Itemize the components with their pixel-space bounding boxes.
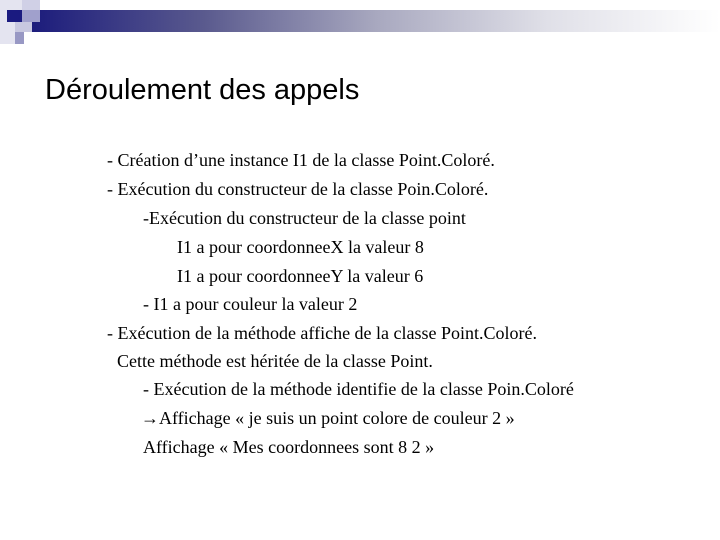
decor-square (15, 22, 32, 32)
text-line: - Création d’une instance I1 de la classe Point.Coloré. (107, 150, 495, 170)
text-line: I1 a pour coordonneeY la valeur 6 (177, 266, 424, 286)
decor-square (15, 32, 24, 44)
text-line: Affichage « Mes coordonnees sont 8 2 » (143, 437, 435, 457)
decor-square (7, 10, 22, 22)
text-line: →Affichage « je suis un point colore de couleur 2 » (141, 408, 515, 428)
decor-square (22, 10, 40, 22)
text-line: - Exécution de la méthode affiche de la classe Point.Coloré. (107, 323, 538, 343)
text-line: I1 a pour coordonneeX la valeur 8 (177, 237, 424, 257)
text-line: - Exécution de la méthode identifie de la classe Poin.Coloré (143, 379, 574, 399)
decor-square (22, 0, 40, 10)
header-gradient-bar (32, 10, 720, 32)
text-line: - I1 a pour couleur la valeur 2 (143, 294, 358, 314)
text-line: -Exécution du constructeur de la classe point (143, 208, 466, 228)
text-line: - Exécution du constructeur de la classe Poin.Coloré. (107, 179, 489, 199)
slide-title: Déroulement des appels (45, 74, 360, 106)
text-line: Cette méthode est héritée de la classe Point. (117, 351, 433, 371)
